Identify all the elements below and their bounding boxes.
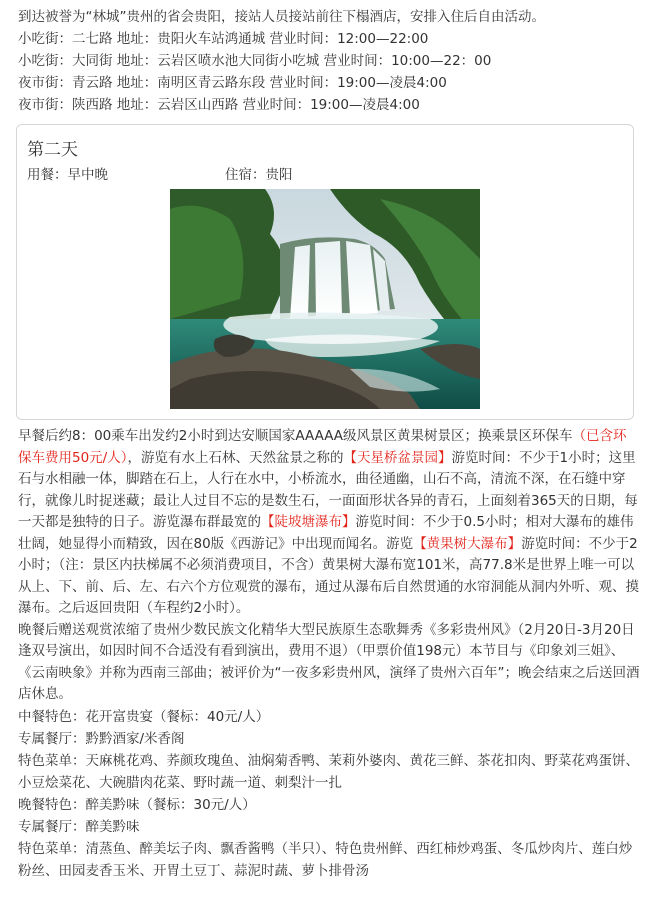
itinerary-paragraph-1 [18, 426, 640, 620]
day2-meta [27, 165, 623, 185]
itinerary-text-c: 游览时间：不少于1小时；这里石与水相融一体，脚踏在石上，人行在水中，小桥流水，曲径通幽，山石不高，清流不深，在石缝中穿行，就像儿时捉迷藏；最让人过目不忘的是数生石，一面面形状各异的青石，上面刻着365天的日期，每一天都是独特的日子。游览瀑布群最宽的 [18, 449, 638, 530]
itinerary-text-b: ，游览有水上石林、天然盆景之称的 [127, 449, 344, 466]
day2-title: 第二天 [27, 140, 78, 160]
day2-meals: 用餐：早中晚 [27, 167, 108, 183]
itinerary-text-d: 游览时间：不少于0.5小时；相对大瀑布的雄伟壮阔，她显得小而精致，因在80版《西游记》中出现而闻名。游览 [18, 514, 634, 552]
dinner-restaurant: 专属餐厅：醉美黔味 [18, 818, 140, 835]
night-market-1: 夜市街：青云路 地址：南明区青云路东段 营业时间：19:00—凌晨4:00 [18, 75, 447, 91]
itinerary-paragraph-2: 晚餐后赠送观赏浓缩了贵州少数民族文化精华大型民族原生态歌舞秀《多彩贵州风》（2月20日-3月20日逢双号演出，如因时间不合适没有看到演出，费用不退）（甲票价值198元）本节目与《印象刘三姐》、《云南映象》并称为西南三部曲；被评价为“一夜多彩贵州风，演绎了贵州六百年”；晚会结束之后送回酒店休息。 [18, 621, 640, 702]
day2-stay: 住宿：贵阳 [225, 167, 293, 183]
day2-card [16, 124, 634, 420]
lunch-restaurant: 专属餐厅：黔黔酒家/米香阁 [18, 730, 185, 747]
night-market-2: 夜市街：陕西路 地址：云岩区山西路 营业时间：19:00—凌晨4:00 [18, 97, 420, 113]
lunch-special: 中餐特色：花开富贵宴（餐标：40元/人） [18, 708, 270, 725]
dinner-special: 晚餐特色：醉美黔味（餐标：30元/人） [18, 796, 256, 813]
doupotang-attraction: 【陡坡塘瀑布】 [261, 514, 356, 530]
huangguoshu-attraction: 【黄果树大瀑布】 [413, 535, 522, 552]
food-street-1: 小吃街：二七路 地址：贵阳火车站鸿通城 营业时间：12:00—22:00 [18, 31, 429, 47]
lunch-dishes: 特色菜单：天麻桃花鸡、荞颜玫瑰鱼、油焖菊香鸭、茉莉外婆肉、黄花三鲜、茶花扣肉、野菜花鸡蛋饼、小豆烩菜花、大碗腊肉花菜、野时蔬一道、刺梨汁一扎 [18, 752, 639, 791]
day2-itinerary [18, 426, 640, 882]
eco-bus-fee-note: （已含环保车费用50元/人） [18, 428, 627, 466]
food-street-2: 小吃街：大同街 地址：云岩区喷水池大同街小吃城 营业时间：10:00—22：00 [18, 53, 492, 69]
itinerary-text-a: 早餐后约8：00乘车出发约2小时到达安顺国家AAAAA级风景区黄果树景区；换乘景区环保车 [18, 428, 573, 444]
waterfall-photo [170, 189, 480, 409]
dinner-dishes: 特色菜单：清蒸鱼、醉美坛子肉、飘香酱鸭（半只）、特色贵州鲜、西红柿炒鸡蛋、冬瓜炒肉片、莲白炒粉丝、田园麦香玉米、开胃土豆丁、蒜泥时蔬、萝卜排骨汤 [18, 840, 633, 879]
arrival-intro: 到达被誉为“林城”贵州的省会贵阳，接站人员接站前往下榻酒店，安排入住后自由活动。 [18, 9, 545, 25]
itinerary-text-e: 游览时间：不少于2小时；（注：景区内扶梯属不必须消费项目，不含）黄果树大瀑布宽101米，高77.8米是世界上唯一可以从上、下、前、后、左、右六个方位观赏的瀑布，通过从瀑布后自然贯通的水帘洞能从洞内外听、观、摸瀑布。之后返回贵阳（车程约2小时）。 [18, 535, 639, 616]
tianxingqiao-attraction: 【天星桥盆景园】 [343, 449, 452, 466]
